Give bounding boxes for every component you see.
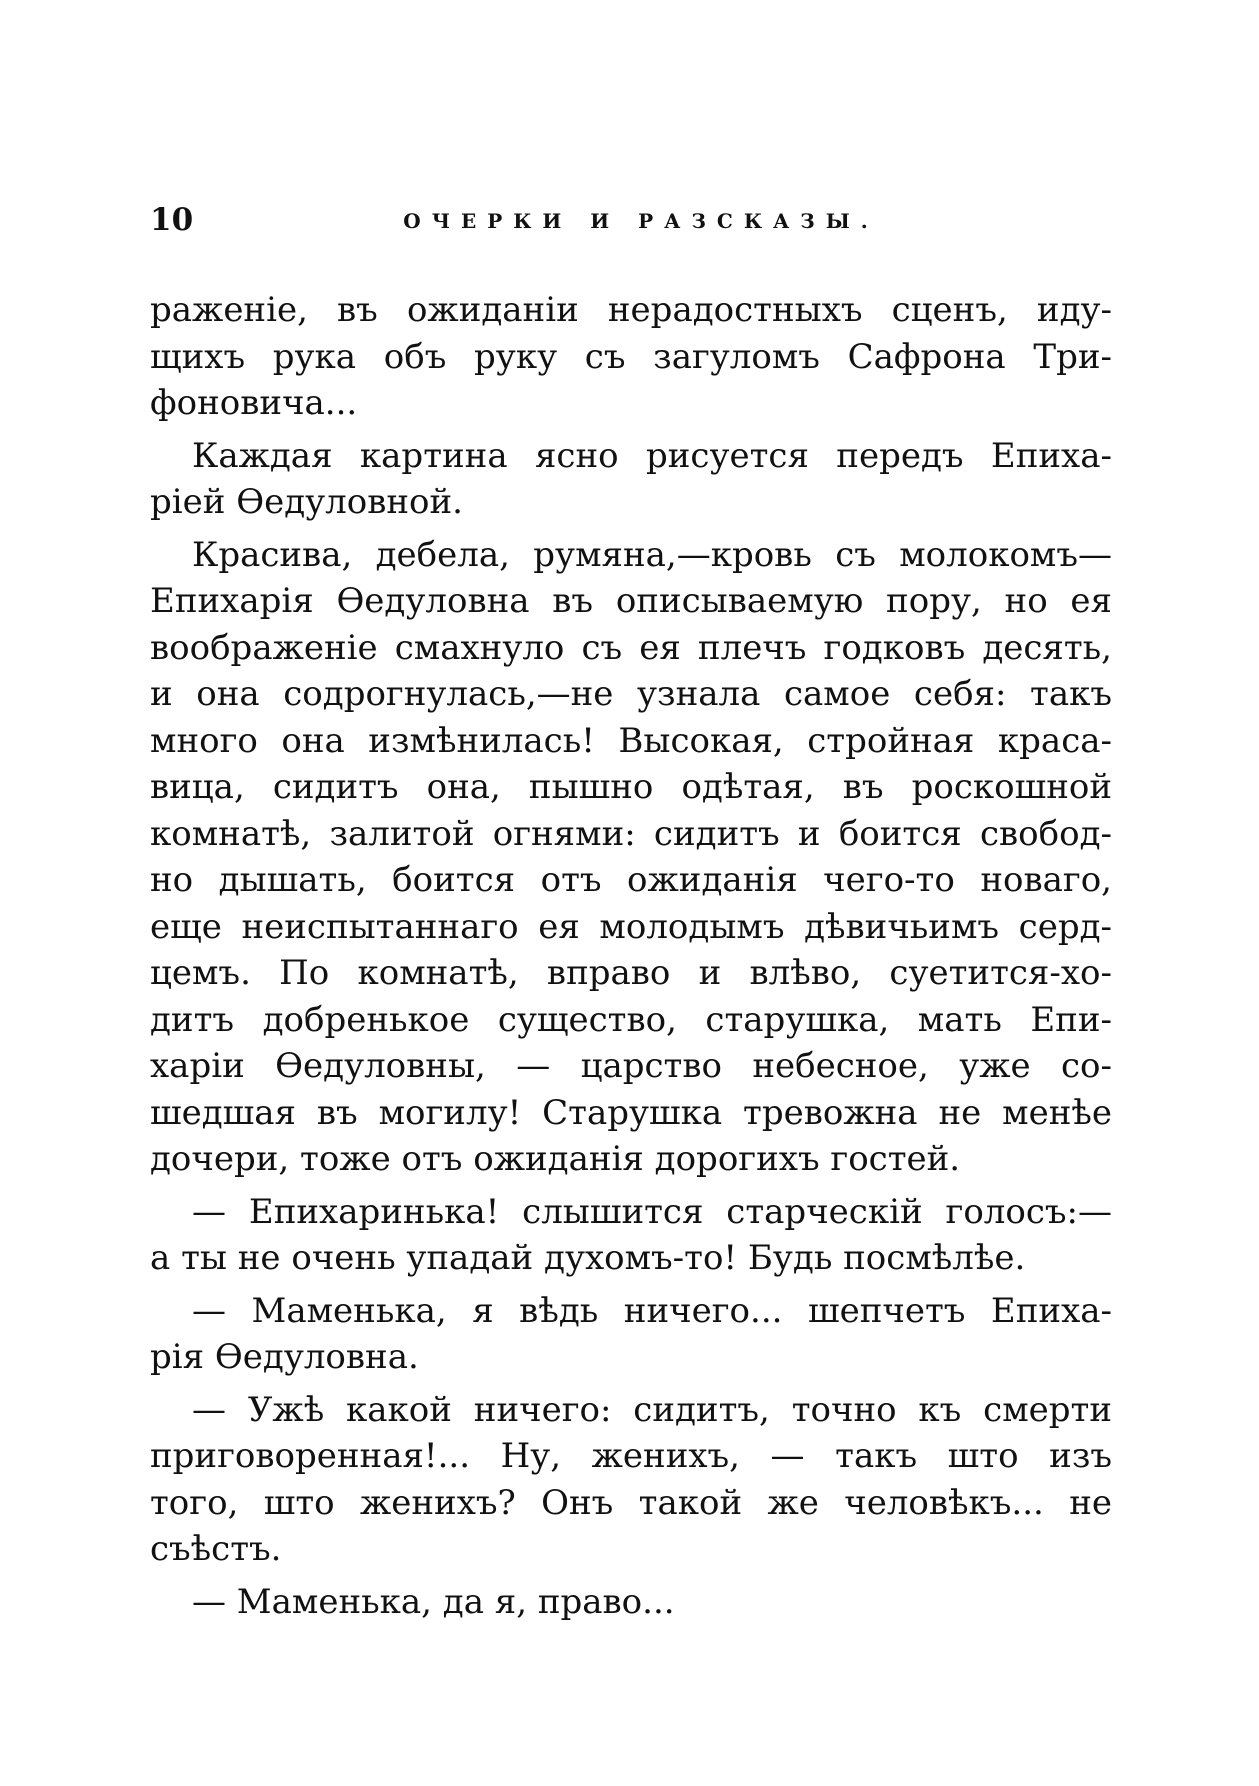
text-line: — Маменька, да я, право...: [192, 1581, 675, 1622]
text-line: приговоренная!... Ну, женихъ, — такъ што изъ: [150, 1436, 1112, 1476]
text-line: вица, сидитъ она, пышно одѣтая, въ роскошной: [150, 767, 1112, 807]
body-text: [150, 287, 1112, 1625]
paragraph: [150, 287, 1112, 427]
text-line: еще неиспытаннаго ея молодымъ дѣвичьимъ серд-: [150, 906, 1112, 947]
text-line: дочери, тоже отъ ожиданія дорогихъ гостей.: [150, 1139, 961, 1179]
text-line: воображеніе смахнуло съ ея плечъ годковъ десять,: [150, 627, 1112, 668]
text-line: но дышать, боится отъ ожиданія чего-то новаго,: [150, 860, 1112, 900]
text-line: харіи Өедуловны, — царство небесное, уже со-: [150, 1046, 1112, 1086]
text-line: шедшая въ могилу! Старушка тревожна не менѣе: [150, 1092, 1112, 1133]
text-line: — Епихаринька! слышится старческій голосъ:—: [192, 1191, 1112, 1232]
text-line: Епихарія Өедуловна въ описываемую пору, но ея: [150, 581, 1112, 621]
page-number: 10: [150, 202, 194, 238]
text-line: много она измѣнилась! Высокая, стройная краса-: [150, 720, 1112, 761]
text-line: — Маменька, я вѣдь ничего... шепчетъ Епиха-: [192, 1290, 1112, 1331]
paragraph: [150, 433, 1112, 526]
paragraph: [150, 1387, 1112, 1573]
running-title: ОЧЕРКИ И РАЗСКАЗЫ.: [403, 209, 879, 233]
text-line: Красива, дебела, румяна,—кровь съ молокомъ—: [192, 534, 1112, 575]
text-line: дитъ добренькое существо, старушка, мать Епи-: [150, 999, 1112, 1040]
text-line: комнатѣ, залитой огнями: сидитъ и боится свобод-: [150, 813, 1112, 854]
text-line: щихъ рука объ руку съ загуломъ Сафрона Три-: [150, 336, 1112, 377]
text-line: фоновича...: [150, 383, 358, 423]
paragraph: [150, 532, 1112, 1183]
paragraph: [150, 1288, 1112, 1381]
paragraph: [150, 1579, 1112, 1626]
text-line: цемъ. По комнатѣ, вправо и влѣво, суетится-хо-: [150, 953, 1112, 993]
text-line: ріей Өедуловной.: [150, 482, 463, 522]
text-line: Каждая картина ясно рисуется передъ Епиха-: [192, 435, 1112, 476]
text-line: и она содрогнулась,—не узнала самое себя: такъ: [150, 674, 1112, 714]
text-line: — Ужѣ какой ничего: сидитъ, точно къ смерти: [192, 1389, 1112, 1430]
text-line: того, што женихъ? Онъ такой же человѣкъ... не: [150, 1482, 1112, 1523]
paragraph: [150, 1189, 1112, 1282]
text-line: раженіе, въ ожиданіи нерадостныхъ сценъ, иду-: [150, 290, 1112, 330]
text-line: съѣстъ.: [150, 1529, 282, 1569]
running-head: [150, 200, 1112, 240]
text-line: а ты не очень упадай духомъ-то! Будь посмѣлѣе.: [150, 1238, 1026, 1278]
text-line: рія Өедуловна.: [150, 1337, 419, 1377]
